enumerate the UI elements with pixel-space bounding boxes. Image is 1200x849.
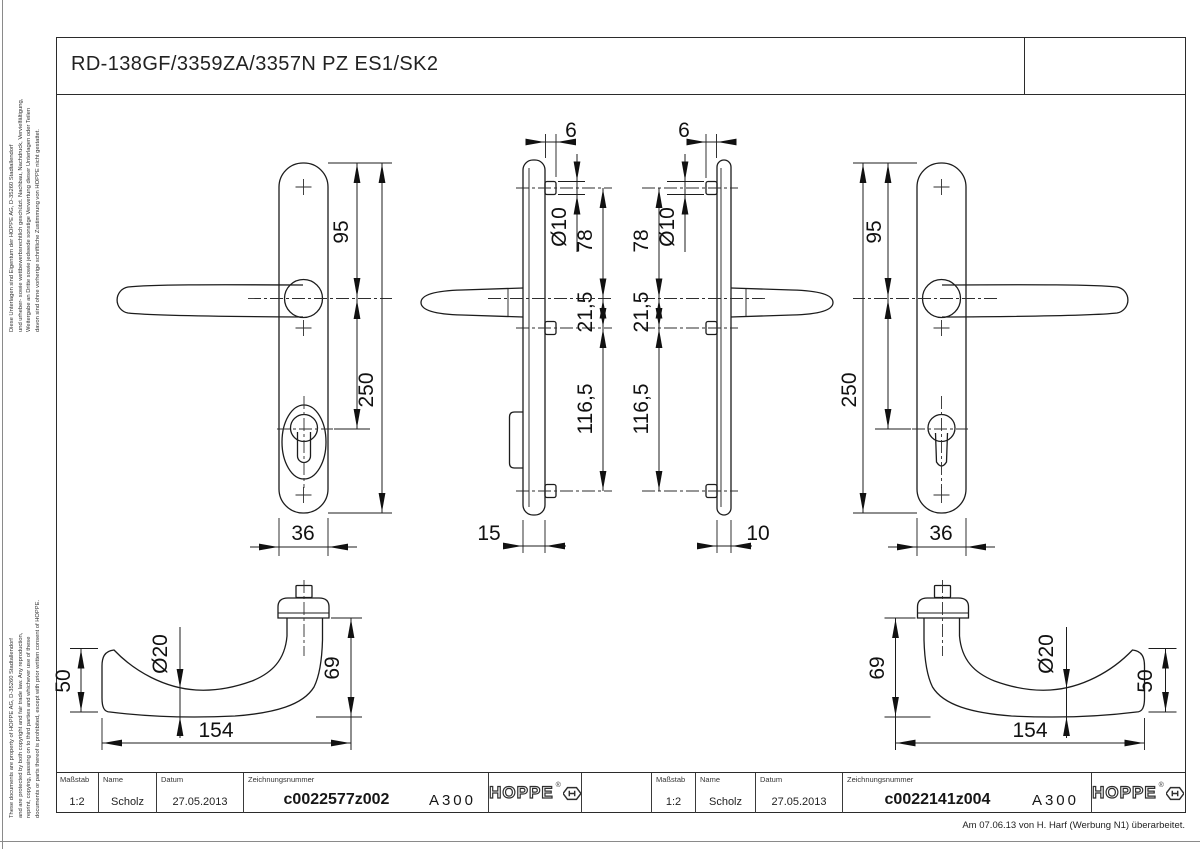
dim-50-left: 50 <box>52 669 75 693</box>
variant-code: A300 <box>1031 792 1079 809</box>
legal-line: documents or parts thereof is prohibited, except with prior written consent of HOPPE. <box>35 599 42 818</box>
dim-21-5-left: 21,5 <box>574 291 597 333</box>
dim-95-left: 95 <box>330 220 353 244</box>
brand-cell-right <box>1092 773 1184 813</box>
brand-cell-left <box>489 773 582 813</box>
dim-d10-right: Ø10 <box>656 207 679 247</box>
legal-line: davon sind ohne vorherige schriftliche Zustimmung von HOPPE nicht gestattet. <box>35 129 42 332</box>
dim-36-left: 36 <box>291 522 315 545</box>
name-label: Name <box>700 775 721 784</box>
scale-value: 1:2 <box>665 796 682 808</box>
dim-21-5-right: 21,5 <box>630 291 653 333</box>
side-view-left <box>421 134 612 553</box>
date-cell-right <box>756 773 843 813</box>
dim-154-left: 154 <box>198 719 234 742</box>
hoppe-logo-icon <box>563 786 581 801</box>
side-view-right <box>642 134 833 553</box>
dim-250-right: 250 <box>838 372 861 408</box>
scale-value: 1:2 <box>69 796 85 808</box>
dim-50-right: 50 <box>1134 669 1157 693</box>
dim-78-left: 78 <box>574 229 597 253</box>
name-cell-right <box>696 773 756 813</box>
registered-mark: ® <box>555 782 561 789</box>
legal-line: und urheber- sowie wettbewerbsrechtlich geschützt. Nachbau, Nachdruck, Vervielfältigung, <box>17 98 24 332</box>
legal-line: and are protected by both copyright and fair trade law. Any reproduction, <box>17 632 24 818</box>
dim-6-left: 6 <box>565 119 577 142</box>
drawing-number-label: Zeichnungsnummer <box>847 775 914 784</box>
hoppe-logo-text: HOPPE <box>489 783 554 802</box>
dim-10-right: 10 <box>746 522 770 545</box>
scale-label: Maßstab <box>60 775 90 784</box>
scale-label: Maßstab <box>656 775 686 784</box>
dim-95-right: 95 <box>863 220 886 244</box>
scale-cell-left <box>56 773 99 813</box>
name-value: Scholz <box>708 796 743 808</box>
dim-d20-left: Ø20 <box>149 634 172 674</box>
dim-116-5-right: 116,5 <box>630 383 653 435</box>
dim-d10-left: Ø10 <box>548 207 571 247</box>
cylinder-escutcheon-left <box>277 396 333 488</box>
legal-line: reprint, copying, passing on to third parties and whichever use of these <box>26 636 33 818</box>
dim-69-left: 69 <box>321 656 344 680</box>
name-cell-left <box>99 773 157 813</box>
dim-78-right: 78 <box>630 229 653 253</box>
pz-keyhole-right <box>912 396 968 488</box>
legal-line: These documents are property of HOPPE AG, D-35260 Stadtallendorf <box>9 638 15 818</box>
date-label: Datum <box>161 775 184 784</box>
spacer-cell <box>582 773 652 813</box>
dim-36-right: 36 <box>929 522 953 545</box>
revision-note: Am 07.06.13 von H. Harf (Werbung N1) überarbeitet. <box>962 820 1185 831</box>
dim-69-right: 69 <box>866 656 889 680</box>
dim-15-left: 15 <box>477 522 501 545</box>
dim-d20-right: Ø20 <box>1035 634 1058 674</box>
drawing-number: c0022141z004 <box>884 791 991 808</box>
variant-code: A300 <box>428 792 476 809</box>
scale-cell-right <box>652 773 696 813</box>
front-view-right <box>853 163 1128 556</box>
date-label: Datum <box>760 775 783 784</box>
dim-6-right: 6 <box>678 119 690 142</box>
drawing-number-label: Zeichnungsnummer <box>248 775 315 784</box>
drawing-number: c0022577z002 <box>283 791 390 808</box>
drawing-number-cell-left <box>244 773 489 813</box>
date-cell-left <box>157 773 244 813</box>
title-block-row <box>56 772 1186 813</box>
hoppe-logo-text: HOPPE <box>1092 783 1157 802</box>
registered-mark: ® <box>1158 782 1164 789</box>
name-label: Name <box>103 775 124 784</box>
date-value: 27.05.2013 <box>771 796 827 808</box>
page-title: RD-138GF/3359ZA/3357N PZ ES1/SK2 <box>71 53 439 75</box>
date-value: 27.05.2013 <box>172 796 228 808</box>
legal-line: Weitergabe an Dritte sowie jedwede sonstige Verwertung dieser Unterlagen oder Teilen <box>26 107 33 332</box>
dim-116-5-left: 116,5 <box>574 383 597 435</box>
dim-154-right: 154 <box>1012 719 1048 742</box>
hoppe-logo-icon <box>1166 786 1184 801</box>
legal-line: Diese Unterlagen sind Eigentum der HOPPE AG, D-35260 Stadtallendorf <box>9 144 15 332</box>
drawing-number-cell-right <box>843 773 1092 813</box>
dim-250-left: 250 <box>355 372 378 408</box>
name-value: Scholz <box>110 796 145 808</box>
